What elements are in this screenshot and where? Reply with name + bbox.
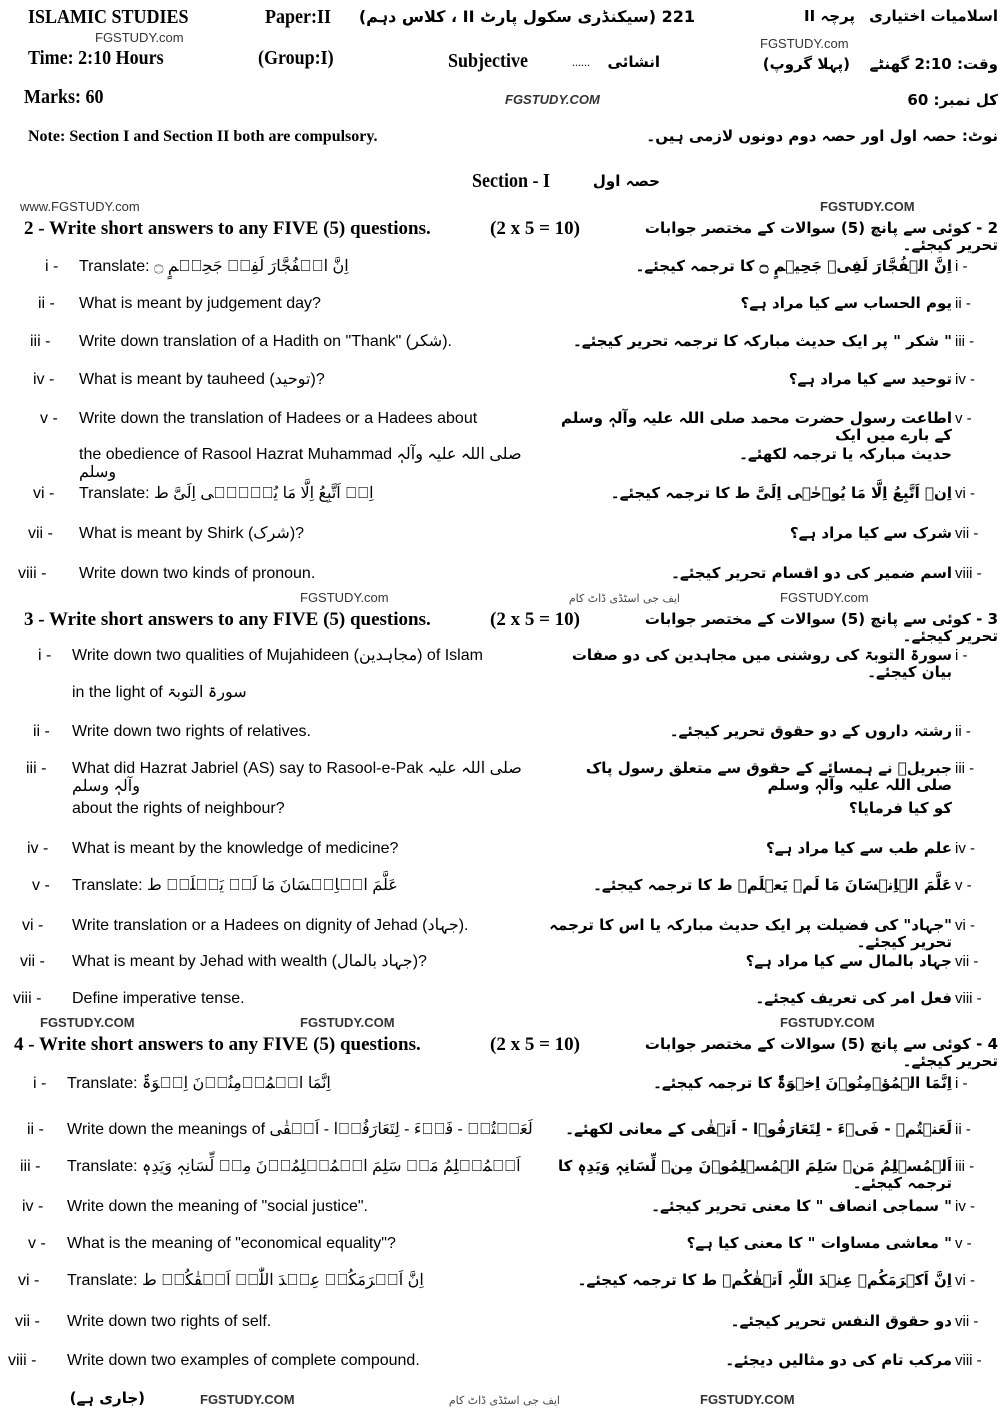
watermark: FGSTUDY.COM [505,92,600,107]
question-number: vi - [18,1272,40,1289]
watermark: FGSTUDY.com [300,590,389,605]
question-number: i - [38,647,52,664]
question-number-ur: vii - [955,525,979,542]
question-number-ur: viii - [955,565,982,582]
question-number: v - [28,1235,46,1252]
question-text-ur: شرک سے کیا مراد ہے؟ [789,524,952,542]
question-number-ur: v - [955,410,972,427]
question-number: viii - [13,990,42,1007]
question-marks: (2 x 5 = 10) [490,609,580,630]
question-text-en: What is meant by Jehad with wealth (جہاد بالمال)? [72,953,427,970]
watermark: www.FGSTUDY.com [20,199,140,214]
note-en: Note: Section I and Section II both are compulsory. [28,128,378,145]
question-number-ur: v - [955,877,972,894]
type-en: Subjective [448,50,529,72]
question-heading-en: 3 - Write short answers to any FIVE (5) questions. [24,609,431,630]
question-number: vii - [15,1313,40,1330]
question-text-en: Translate: عَلَّمَ الۡاِنۡسَانَ مَا لَمۡ یَعۡلَمۡ ط [72,877,398,894]
question-text-ur: اَلۡمُسۡلِمُ مَنۡ سَلِمَ الۡمُسۡلِمُوۡنَ مِنۡ لِّسَانِہٖ وَیَدِہٖ کا ترجمہ کیجئے۔ [558,1157,952,1192]
question-number: ii - [27,1121,44,1138]
question-text-ur: " شکر " پر ایک حدیث مبارکہ کا ترجمہ تحریر کیجئے۔ [573,332,952,350]
group-en: (Group:I) [258,47,334,69]
watermark: FGSTUDY.COM [700,1392,795,1407]
question-number: vi - [22,917,44,934]
question-number: vii - [20,953,45,970]
question-text-en: What is meant by the knowledge of medicine? [72,840,399,857]
question-text-ur: جہاد بالمال سے کیا مراد ہے؟ [745,952,952,970]
question-text-en: Write down two qualities of Mujahideen (مجاہدین) of Islam [72,647,483,664]
question-text-en: Write down translation of a Hadith on "Thank" (شکر). [79,333,452,350]
question-number-ur: viii - [955,1352,982,1369]
question-text-ur: " سماجی انصاف " کا معنی تحریر کیجئے۔ [651,1197,952,1215]
question-marks: (2 x 5 = 10) [490,218,580,239]
watermark: ایف جی اسٹڈی ڈاٹ کام [568,592,680,605]
watermark: FGSTUDY.com [95,30,184,45]
section-en: Section - I [472,170,551,192]
question-text-en: Define imperative tense. [72,990,245,1007]
question-text-en: in the light of سورۃ التوبۃ [72,684,247,701]
question-text-ur: اِنَّ الۡفُجَّارَ لَفِیۡ جَحِیۡمٍ ۝ کا ترجمہ کیجئے۔ [635,257,952,275]
question-text-ur: دو حقوق النفس تحریر کیجئے۔ [730,1312,952,1330]
question-text-ur: مرکب تام کی دو مثالیں دیجئے۔ [725,1351,952,1369]
question-number: vii - [28,525,53,542]
question-number: iv - [27,840,49,857]
question-heading-en: 2 - Write short answers to any FIVE (5) questions. [24,218,431,239]
section-ur: حصہ اول [592,172,660,190]
question-number: iv - [22,1198,44,1215]
watermark: FGSTUDY.COM [40,1015,135,1030]
question-number: vi - [33,485,55,502]
question-text-ur: رشتہ داروں کے دو حقوق تحریر کیجئے۔ [669,722,952,740]
question-text-ur: توحید سے کیا مراد ہے؟ [788,370,952,388]
question-text-en: Write down two kinds of pronoun. [79,565,316,582]
question-number: v - [32,877,50,894]
question-number-ur: iii - [955,760,975,777]
question-number-ur: vi - [955,485,975,502]
question-text-en: Translate: اِنَّ الۡفُجَّارَ لَفِیۡ جَحِیۡمٍ ۝ [79,258,349,275]
paper-en: Paper:II [265,6,331,28]
dots: ...... [572,55,590,69]
watermark: FGSTUDY.com [780,590,869,605]
question-text-ur: حدیث مبارکہ یا ترجمہ لکھئے۔ [739,445,952,463]
question-heading-ur: 4 - کوئی سے پانچ (5) سوالات کے مختصر جوابات تحریر کیجئے۔ [644,1035,998,1070]
question-number: v - [40,410,58,427]
question-number-ur: iv - [955,371,975,388]
question-text-en: Write down the meanings of لَعَنۡتُمۡ - فَیۡءَ - لِتَعَارَفُوۡا - اَتۡقٰی [67,1121,533,1138]
watermark: ایف جی اسٹڈی ڈاٹ کام [448,1394,560,1407]
question-number-ur: v - [955,1235,972,1252]
question-text-ur: کو کیا فرمایا؟ [848,799,952,817]
question-heading-ur: 2 - کوئی سے پانچ (5) سوالات کے مختصر جوابات تحریر کیجئے۔ [644,219,998,254]
continued-ur: (جاری ہے) [69,1389,145,1407]
question-text-en: Translate: اِنَّمَا الۡمُؤۡمِنُوۡنَ اِخۡوَۃٌ [67,1075,331,1092]
question-number: iii - [26,760,47,777]
question-number-ur: ii - [955,723,971,740]
question-number-ur: iv - [955,1198,975,1215]
question-text-en: Write down the translation of Hadees or a Hadees about [79,410,478,427]
question-number: iii - [30,333,51,350]
question-number-ur: vi - [955,1272,975,1289]
question-number-ur: vii - [955,953,979,970]
question-text-ur: " معاشی مساوات " کا معنی کیا ہے؟ [686,1234,952,1252]
question-text-ur: اِنۡ اَتَّبِعُ اِلَّا مَا یُوۡحٰۤی اِلَیَّ ط کا ترجمہ کیجئے۔ [610,484,952,502]
subject-ur: اسلامیات اختیاری [869,7,998,25]
note-ur: نوٹ: حصہ اول اور حصہ دوم دونوں لازمی ہیں۔ [646,127,998,145]
watermark: FGSTUDY.COM [780,1015,875,1030]
question-text-en: about the rights of neighbour? [72,800,285,817]
question-number-ur: vi - [955,917,975,934]
question-text-en: Translate: اِنۡ اَتَّبِعُ اِلَّا مَا یُوۡحٰۤی اِلَیَّ ط [79,485,374,502]
question-text-ur: اِنَّمَا الۡمُؤۡمِنُوۡنَ اِخۡوَۃٌ کا ترجمہ کیجئے۔ [653,1074,952,1092]
question-number-ur: i - [955,258,968,275]
time-ur: وقت: 2:10 گھنٹے [869,55,998,73]
question-number: viii - [8,1352,37,1369]
watermark: FGSTUDY.com [760,36,849,51]
question-text-ur: علم طب سے کیا مراد ہے؟ [765,839,952,857]
question-marks: (2 x 5 = 10) [490,1034,580,1055]
question-text-en: Translate: اَلۡمُسۡلِمُ مَنۡ سَلِمَ الۡمُسۡلِمُوۡنَ مِنۡ لِّسَانِہٖ وَیَدِہٖ [67,1158,521,1175]
question-text-en: the obedience of Rasool Hazrat Muhammad صلی اللہ علیہ وآلہٖ وسلم [79,446,522,481]
question-number: i - [33,1075,47,1092]
watermark: FGSTUDY.COM [200,1392,295,1407]
question-text-ur: "جہاد" کی فضیلت پر ایک حدیث مبارکہ یا اس کا ترجمہ تحریر کیجئے۔ [549,916,952,951]
code-ur: 221 (سیکنڈری سکول پارٹ II ، کلاس دہم) [358,7,695,26]
question-text-en: Write down two rights of relatives. [72,723,311,740]
question-text-en: Write down two rights of self. [67,1313,272,1330]
question-heading-ur: 3 - کوئی سے پانچ (5) سوالات کے مختصر جوابات تحریر کیجئے۔ [644,610,998,645]
question-number: iii - [20,1158,41,1175]
question-text-en: Write translation or a Hadees on dignity of Jehad (جہاد). [72,917,469,934]
question-text-ur: جبریلؑ نے ہمسائے کے حقوق سے متعلق رسول پاک صلی اللہ علیہ وآلہٖ وسلم [585,759,952,794]
question-text-ur: یوم الحساب سے کیا مراد ہے؟ [740,294,952,312]
question-text-en: What is the meaning of "economical equality"? [67,1235,396,1252]
question-heading-en: 4 - Write short answers to any FIVE (5) questions. [14,1034,421,1055]
question-text-ur: عَلَّمَ الۡاِنۡسَانَ مَا لَمۡ یَعۡلَمۡ ط کا ترجمہ کیجئے۔ [593,876,952,894]
marks-en: Marks: 60 [24,86,104,108]
marks-ur: کل نمبر: 60 [907,91,998,109]
question-number: i - [45,258,59,275]
question-text-ur: اطاعت رسول حضرت محمد صلی اللہ علیہ وآلہٖ وسلم کے بارے میں ایک [560,409,952,444]
question-text-ur: لَعَنۡتُمۡ - فَیۡءَ - لِتَعَارَفُوۡا - اَتۡقٰی کے معانی لکھئے۔ [565,1120,952,1138]
question-text-ur: سورۃ التوبۃ کی روشنی میں مجاہدین کی دو صفات بیان کیجئے۔ [571,646,952,681]
watermark: FGSTUDY.COM [300,1015,395,1030]
question-number-ur: i - [955,1075,968,1092]
group-ur: (پہلا گروپ) [762,55,850,73]
question-text-en: Write down two examples of complete compound. [67,1352,420,1369]
subject-en: ISLAMIC STUDIES [28,6,189,28]
question-text-en: What is meant by tauheed (توحید)? [79,371,325,388]
question-number-ur: iii - [955,1158,975,1175]
question-number: viii - [18,565,47,582]
question-number-ur: vii - [955,1313,979,1330]
time-en: Time: 2:10 Hours [28,47,164,69]
question-text-en: Write down the meaning of "social justice". [67,1198,368,1215]
question-number: ii - [33,723,50,740]
question-text-ur: اسم ضمیر کی دو اقسام تحریر کیجئے۔ [671,564,952,582]
question-number-ur: viii - [955,990,982,1007]
question-text-en: What is meant by Shirk (شرک)? [79,525,305,542]
watermark: FGSTUDY.COM [820,199,915,214]
question-number: ii - [38,295,55,312]
question-text-en: What is meant by judgement day? [79,295,321,312]
paper-ur: پرچہ II [804,7,855,25]
question-text-ur: اِنَّ اَکۡرَمَکُمۡ عِنۡدَ اللّٰہِ اَتۡقٰکُمۡ ط کا ترجمہ کیجئے۔ [577,1271,952,1289]
type-ur: انشائی [607,53,660,71]
question-number-ur: i - [955,647,968,664]
question-number-ur: iii - [955,333,975,350]
question-text-en: What did Hazrat Jabriel (AS) say to Rasool-e-Pak صلی اللہ علیہ وآلہٖ وسلم [72,760,522,795]
question-number-ur: ii - [955,1121,971,1138]
question-number-ur: ii - [955,295,971,312]
question-text-en: Translate: اِنَّ اَکۡرَمَکُمۡ عِنۡدَ اللّٰہِ اَتۡقٰکُمۡ ط [67,1272,424,1289]
question-number: iv - [33,371,55,388]
question-number-ur: iv - [955,840,975,857]
question-text-ur: فعل امر کی تعریف کیجئے۔ [755,989,952,1007]
